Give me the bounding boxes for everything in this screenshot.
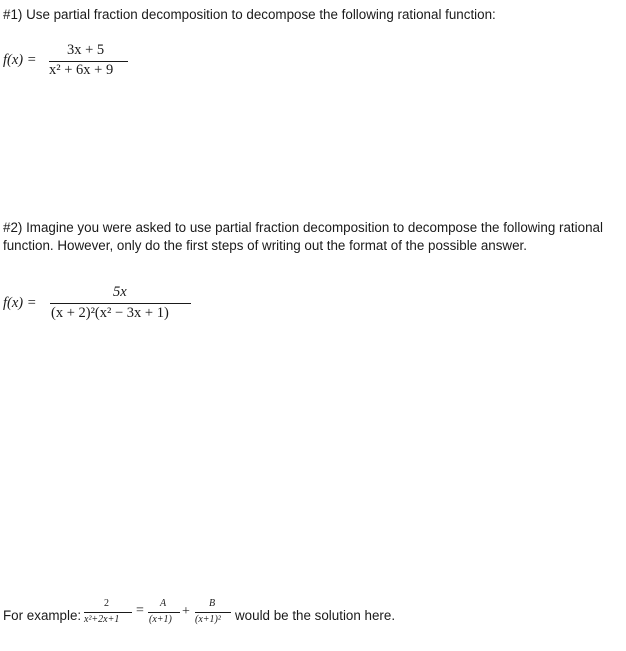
problem2-fraction-bar [50, 303, 191, 304]
example-frac1-denominator: x²+2x+1 [84, 614, 120, 625]
example-plus: + [182, 604, 190, 619]
problem1-heading: #1) Use partial fraction decomposition to decompose the following rational function: [3, 7, 496, 22]
problem1-denominator: x² + 6x + 9 [49, 62, 114, 78]
example-prefix: For example: [3, 608, 82, 623]
problem2-heading-line1: #2) Imagine you were asked to use partial fraction decomposition to decompose the following rational [3, 220, 603, 235]
example-frac3-bar [195, 612, 231, 613]
example-frac1-numerator: 2 [104, 598, 109, 609]
example-frac3-numerator: B [209, 598, 216, 609]
problem2-numerator: 5x [113, 284, 127, 300]
problem1-numerator: 3x + 5 [67, 42, 105, 58]
example-frac1-bar [84, 612, 132, 613]
problem2-lhs: f(x) = [3, 295, 37, 311]
problem2-denominator: (x + 2)²(x² − 3x + 1) [51, 305, 169, 321]
example-suffix: would be the solution here. [235, 608, 396, 623]
example-equals: = [136, 603, 144, 618]
example-frac3-denominator: (x+1)² [195, 614, 221, 625]
example-frac2-numerator: A [160, 598, 167, 609]
example-frac2-denominator: (x+1) [149, 614, 172, 625]
problem1-lhs: f(x) = [3, 52, 37, 68]
example-frac2-bar [148, 612, 180, 613]
problem2-heading-line2: function. However, only do the first steps of writing out the format of the possible answer. [3, 238, 527, 253]
